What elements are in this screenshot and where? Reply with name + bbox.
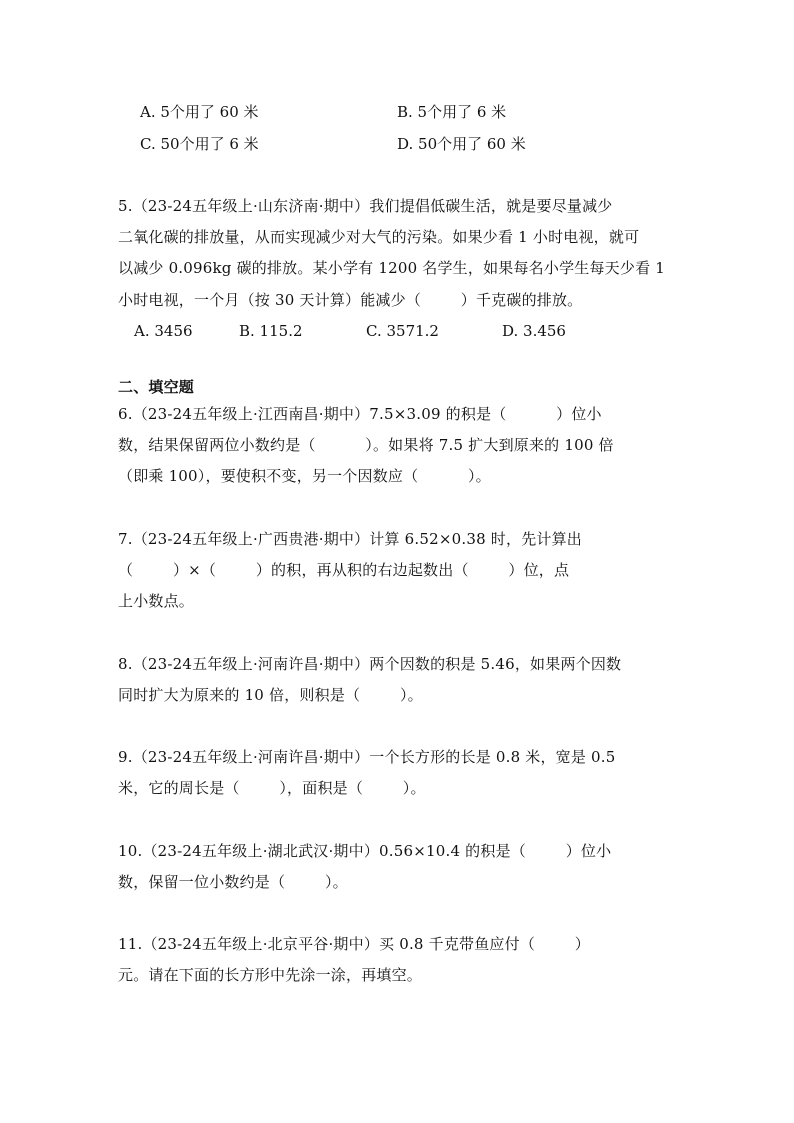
q5-line-1: 5.（23-24五年级上·山东济南·期中）我们提倡低碳生活，就是要尽量减少	[118, 197, 613, 215]
q11-line-1: 11.（23-24五年级上·北京平谷·期中）买 0.8 千克带鱼应付（ ）	[118, 935, 590, 953]
q7-line-3: 上小数点。	[118, 592, 195, 610]
section-heading-fill-in: 二、填空题	[118, 378, 195, 396]
q5-line-2: 二氧化碳的排放量，从而实现减少对大气的污染。如果少看 1 小时电视，就可	[118, 228, 640, 246]
q7-line-2: （ ）×（ ）的积，再从积的右边起数出（ ）位，点	[118, 561, 570, 579]
q4-option-d: D. 50个用了 60 米	[397, 135, 526, 153]
q7-line-1: 7.（23-24五年级上·广西贵港·期中）计算 6.52×0.38 时，先计算出	[118, 530, 582, 548]
q5-option-d: D. 3.456	[502, 322, 566, 340]
q6-line-1: 6.（23-24五年级上·江西南昌·期中）7.5×3.09 的积是（ ）位小	[118, 405, 602, 423]
q5-option-b: B. 115.2	[239, 322, 303, 340]
q5-line-3: 以减少 0.096kg 碳的排放。某小学有 1200 名学生，如果每名小学生每天少看 1	[118, 259, 665, 277]
q9-line-2: 米，它的周长是（ ），面积是（ ）。	[118, 779, 426, 797]
q5-option-a: A. 3456	[134, 322, 193, 340]
q4-option-a: A. 5个用了 60 米	[140, 103, 259, 121]
q8-line-1: 8.（23-24五年级上·河南许昌·期中）两个因数的积是 5.46，如果两个因数	[118, 655, 622, 673]
q4-option-c: C. 50个用了 6 米	[140, 135, 259, 153]
q11-line-2: 元。请在下面的长方形中先涂一涂，再填空。	[118, 966, 423, 984]
q5-option-c: C. 3571.2	[366, 322, 439, 340]
q6-line-3: （即乘 100），要使积不变，另一个因数应（ ）。	[118, 467, 491, 485]
q9-line-1: 9.（23-24五年级上·河南许昌·期中）一个长方形的长是 0.8 米，宽是 0.5	[118, 748, 616, 766]
q4-option-b: B. 5个用了 6 米	[397, 103, 507, 121]
q10-line-2: 数，保留一位小数约是（ ）。	[118, 873, 348, 891]
q6-line-2: 数，结果保留两位小数约是（ ）。如果将 7.5 扩大到原来的 100 倍	[118, 436, 614, 454]
q10-line-1: 10.（23-24五年级上·湖北武汉·期中）0.56×10.4 的积是（ ）位小	[118, 842, 612, 860]
q5-line-4: 小时电视，一个月（按 30 天计算）能减少（ ）千克碳的排放。	[118, 291, 583, 309]
q8-line-2: 同时扩大为原来的 10 倍，则积是（ ）。	[118, 686, 423, 704]
